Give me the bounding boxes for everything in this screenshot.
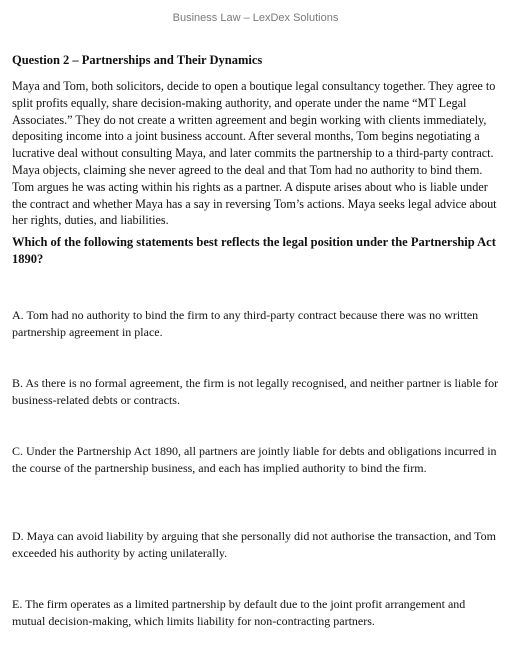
answer-option-d[interactable]: D. Maya can avoid liability by arguing that she personally did not authorise the transaction, and Tom exceeded his authority by acting unilaterally. (12, 529, 496, 560)
answer-option-e[interactable]: E. The firm operates as a limited partnership by default due to the joint profit arrangement and mutual decision-making, which limits liability for non-contracting partners. (12, 597, 466, 628)
answer-option-b[interactable]: B. As there is no formal agreement, the firm is not legally recognised, and neither partner is liable for business-related debts or contracts. (12, 376, 499, 407)
question-prompt: Which of the following statements best reflects the legal position under the Partnership Act 1890? (12, 235, 496, 267)
answer-option-a[interactable]: A. Tom had no authority to bind the firm to any third-party contract because there was no written partnership agreement in place. (12, 308, 479, 339)
question-title: Question 2 – Partnerships and Their Dynamics (12, 53, 263, 67)
answer-option-c[interactable]: C. Under the Partnership Act 1890, all partners are jointly liable for debts and obligations incurred in the course of the partnership business, and each has implied authority to bind the firm. (12, 444, 497, 475)
question-block (12, 52, 500, 268)
page-header: Business Law – LexDex Solutions (172, 12, 339, 24)
question-scenario: Maya and Tom, both solicitors, decide to open a boutique legal consultancy together. They agree to split profits equally, share decision-making authority, and operate under the name “MT Legal Associates.” They do not create a written agreement and begin working with clients immediately, depositing income into a joint business account. After several months, Tom begins negotiating a lucrative deal without consulting Maya, and later commits the partnership to a third-party contract. Maya objects, claiming she never agreed to the deal and that Tom had no authority to bind them. Tom argues he was acting within his rights as a partner. A dispute arises about who is liable under the contract and whether Maya has a say in reversing Tom’s actions. Maya seeks legal advice about her rights, duties, and liabilities. (12, 79, 497, 228)
